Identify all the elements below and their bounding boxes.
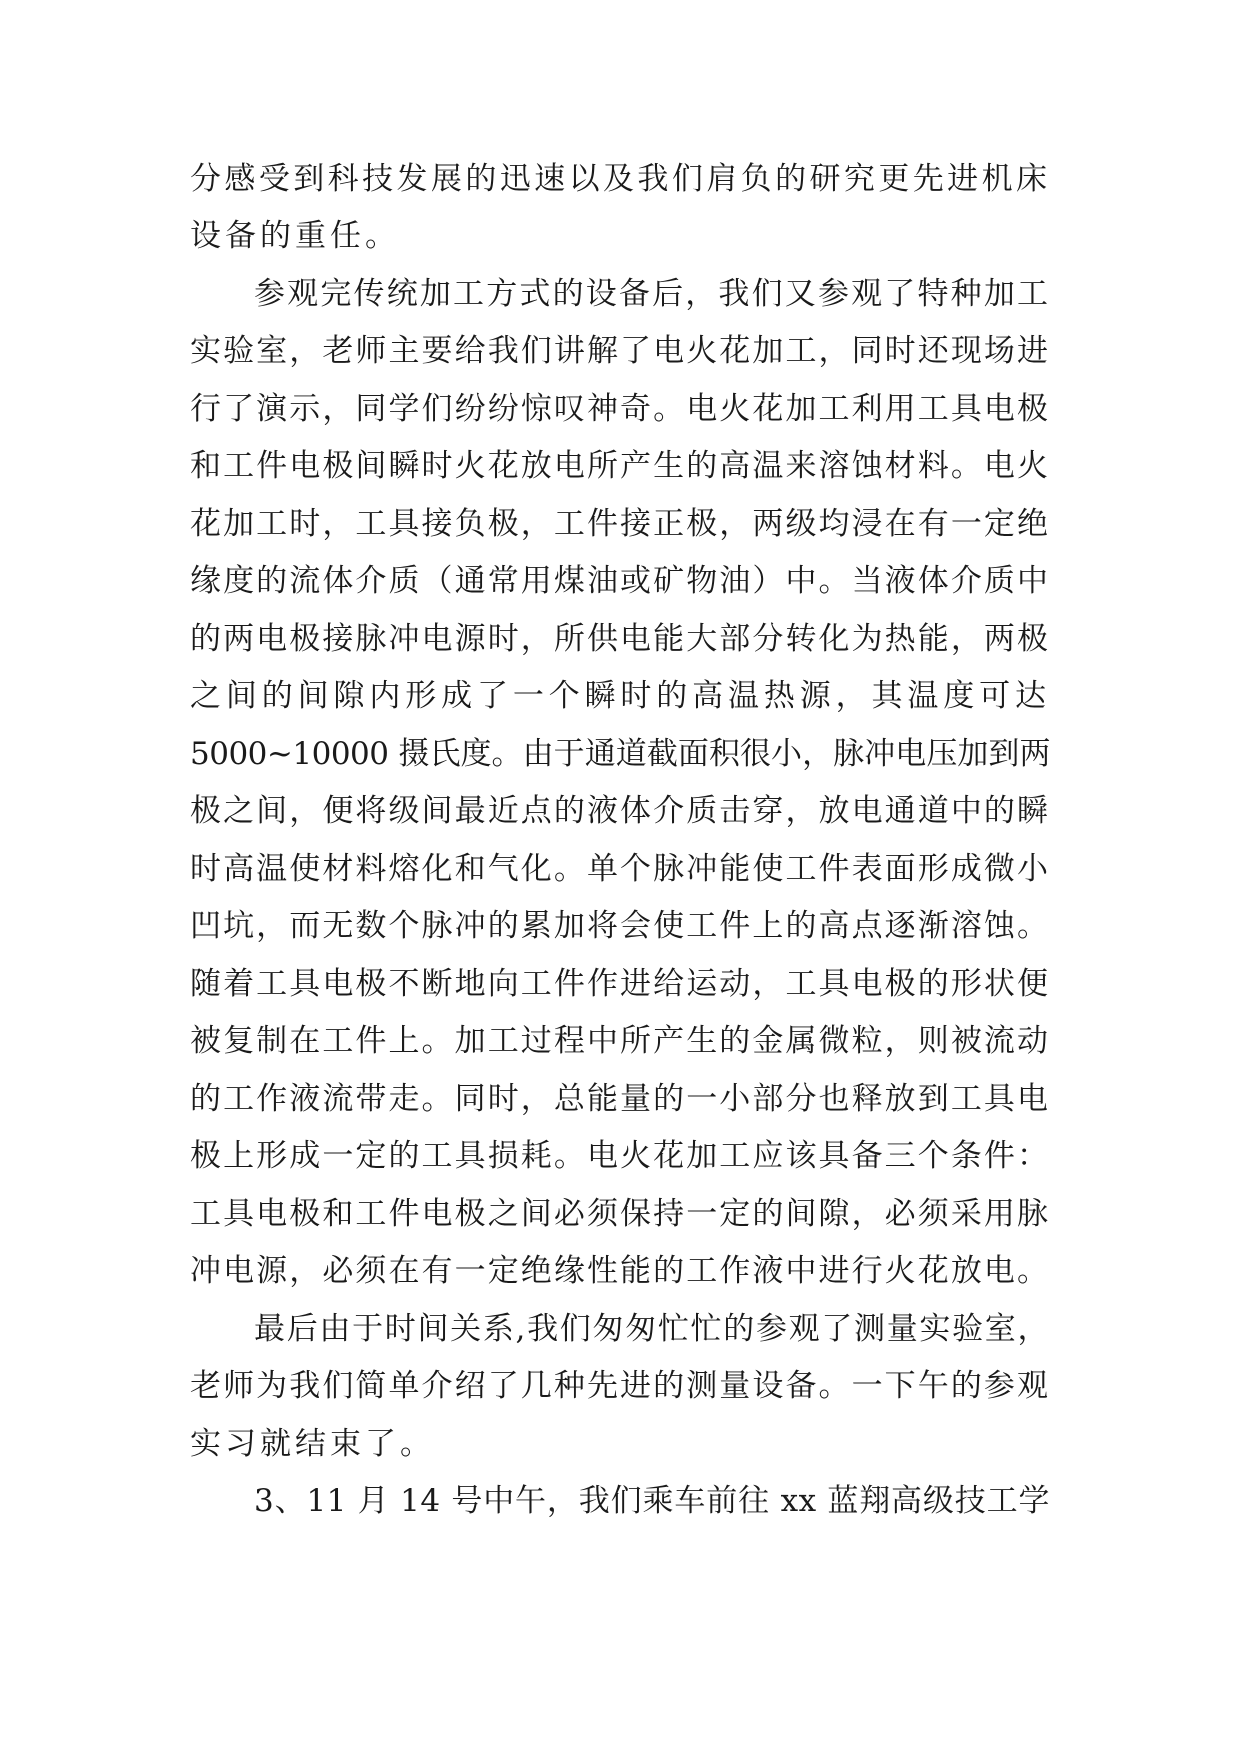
text-line: 缘度的流体介质（通常用煤油或矿物油）中。当液体介质中 <box>190 563 1050 599</box>
text-line: 实习就结束了。 <box>190 1426 435 1462</box>
text-line: 工具电极和工件电极之间必须保持一定的间隙，必须采用脉 <box>190 1196 1050 1232</box>
text-line: 5000~10000 摄氏度。由于通道截面积很小，脉冲电压加到两 <box>190 736 1050 772</box>
text-line: 时高温使材料熔化和气化。单个脉冲能使工件表面形成微小 <box>190 851 1050 887</box>
text-line: 被复制在工件上。加工过程中所产生的金属微粒，则被流动 <box>190 1023 1050 1059</box>
text-line: 凹坑，而无数个脉冲的累加将会使工件上的高点逐渐溶蚀。 <box>190 908 1050 944</box>
text-line: 和工件电极间瞬时火花放电所产生的高温来溶蚀材料。电火 <box>190 448 1050 484</box>
text-line: 极之间，便将级间最近点的液体介质击穿，放电通道中的瞬 <box>190 793 1050 829</box>
text-line: 老师为我们简单介绍了几种先进的测量设备。一下午的参观 <box>190 1368 1050 1404</box>
text-line: 极上形成一定的工具损耗。电火花加工应该具备三个条件： <box>190 1138 1050 1174</box>
paragraph-first-line: 参观完传统加工方式的设备后，我们又参观了特种加工 <box>254 276 1050 312</box>
text-line: 分感受到科技发展的迅速以及我们肩负的研究更先进机床 <box>190 161 1050 197</box>
paragraph-first-line: 3、11 月 14 号中午，我们乘车前往 xx 蓝翔高级技工学 <box>254 1483 1050 1519</box>
text-line: 之间的间隙内形成了一个瞬时的高温热源，其温度可达 <box>190 678 1050 714</box>
text-line: 冲电源，必须在有一定绝缘性能的工作液中进行火花放电。 <box>190 1253 1050 1289</box>
text-line: 设备的重任。 <box>190 218 400 254</box>
text-line: 的工作液流带走。同时，总能量的一小部分也释放到工具电 <box>190 1081 1050 1117</box>
text-line: 实验室，老师主要给我们讲解了电火花加工，同时还现场进 <box>190 333 1050 369</box>
text-line: 随着工具电极不断地向工件作进给运动，工具电极的形状便 <box>190 966 1050 1002</box>
paragraph-first-line: 最后由于时间关系,我们匆匆忙忙的参观了测量实验室， <box>254 1311 1050 1347</box>
text-line: 花加工时，工具接负极，工件接正极，两级均浸在有一定绝 <box>190 506 1050 542</box>
text-line: 的两电极接脉冲电源时，所供电能大部分转化为热能，两极 <box>190 621 1050 657</box>
text-line: 行了演示，同学们纷纷惊叹神奇。电火花加工利用工具电极 <box>190 391 1050 427</box>
